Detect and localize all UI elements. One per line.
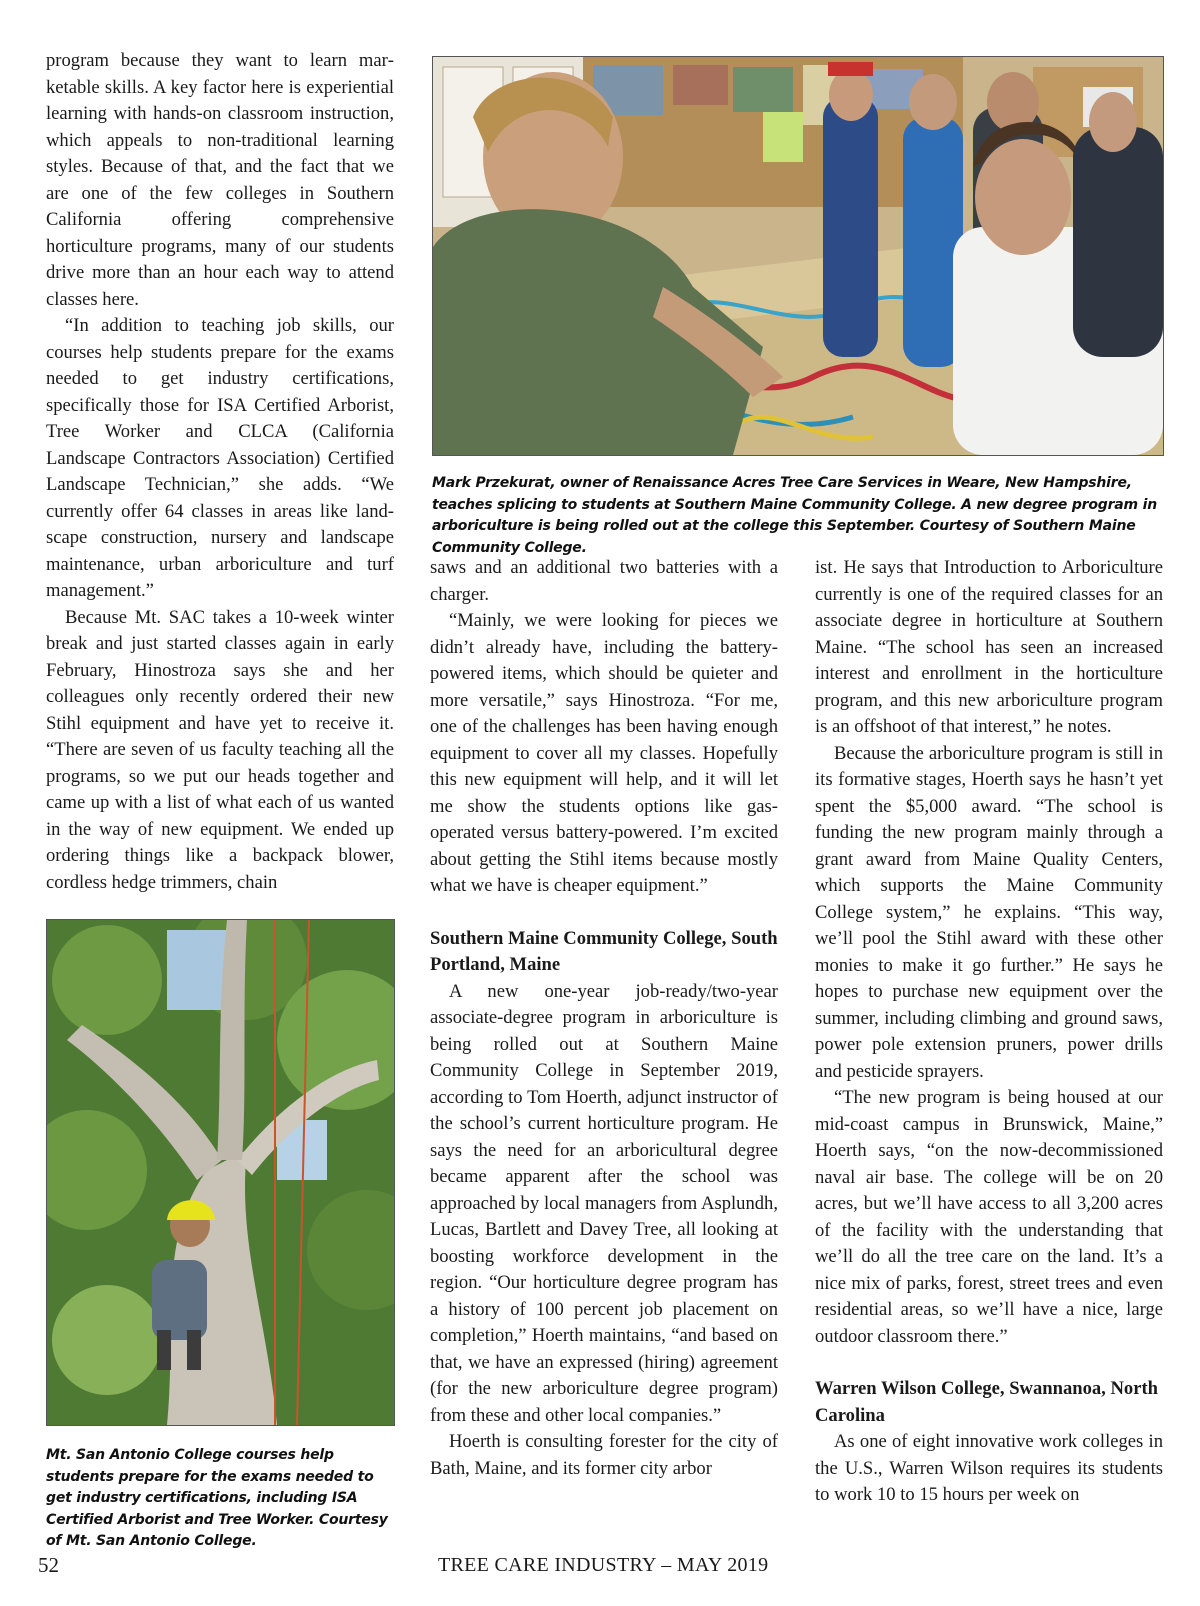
paragraph: “In addition to teaching job skills, our courses help students prepare for the exams needed to get industry certifications, specifically those for ISA Certified Arborist, Tree Worker and CLCA (California Landscape Contractors Association) Certified Landscape Technician,” she adds. “We currently offer 64 classes in areas like landscape construction, nursery and landscape maintenance, urban arboriculture and turf management.” <box>46 315 394 601</box>
right-text-column <box>815 555 1163 1509</box>
left-text-column <box>46 48 394 896</box>
bottom-photo-caption: Mt. San Antonio College courses help students prepare for the exams needed to get industry certifications, including ISA Certified Arborist and Tree Worker. Courtesy of Mt. San Antonio College. <box>46 1447 388 1549</box>
paragraph: Because the arboriculture program is still in its formative stages, Hoerth says he hasn’t yet spent the $5,000 award. “The school is funding the new program mainly through a grant award from Maine Quality Centers, which supports the Maine Community College system,” he explains. “This way, we’ll pool the Stihl award with these other monies to make it go further.” He says he hopes to purchase new equipment over the summer, including climbing and ground saws, power pole extension pruners, power drills and pesticide sprayers. <box>815 742 1163 1082</box>
page-number: 52 <box>38 1553 59 1577</box>
top-photo-caption: Mark Przekurat, owner of Renaissance Acres Tree Care Services in Weare, New Hampshire, teaches splicing to students at Southern Maine Community College. A new degree program in arboriculture is being rolled out at the college this September. Courtesy of Southern Maine Community College. <box>432 475 1157 556</box>
paragraph: Because Mt. SAC takes a 10-week winter break and just started classes again in early February, Hinostroza says she and her colleagues only recently ordered their new Stihl equipment and have yet to receive it. “There are seven of us faculty teaching all the programs, so we put our heads together and came up with a list of what each of us wanted in the way of new equipment. We ended up ordering things like a backpack blower, cordless hedge trimmers, chain <box>46 606 394 893</box>
middle-text-column <box>430 555 778 1482</box>
tree-climber-photo <box>46 919 395 1426</box>
paragraph: As one of eight innovative work colleges in the U.S., Warren Wilson requires its students to work 10 to 15 hours per week on <box>815 1431 1163 1505</box>
paragraph: “The new program is being housed at our mid-coast campus in Brunswick, Maine,” Hoerth says, “on the now-decommissioned naval air base. The college will be on 20 acres, but we’ll have access to all 3,200 acres of the facility with the understanding that we’ll do all the tree care on the land. It’s a nice mix of parks, forest, street trees and even residential areas, so we’ll have a nice, large outdoor classroom there.” <box>815 1087 1163 1347</box>
paragraph: “Mainly, we were looking for pieces we didn’t already have, including the battery-powered items, which should be quieter and more versatile,” says Hinostroza. “For me, one of the challenges has been having enough equipment to cover all my classes. Hopefully this new equipment will help, and it will let me show the students options like gas-operated versus battery-powered. I’m excited about getting the Stihl items because mostly what we have is cheaper equipment.” <box>430 610 778 896</box>
section-heading: Southern Maine Community College, South Portland, Maine <box>430 927 778 975</box>
section-heading: Warren Wilson College, Swannanoa, North Carolina <box>815 1378 1158 1426</box>
classroom-splicing-photo <box>432 56 1164 456</box>
publication-footer: TREE CARE INDUSTRY – MAY 2019 <box>438 1554 769 1576</box>
paragraph: program because they want to learn marketable skills. A key factor here is experiential learning with hands-on classroom instruction, which appeals to non-traditional learning styles. Because of that, and the fact that we are one of the few colleges in Southern California offering comprehensive horticulture programs, many of our students drive more than an hour each way to attend classes here. <box>46 50 394 310</box>
paragraph: saws and an additional two batteries with a charger. <box>430 557 778 605</box>
paragraph: ist. He says that Introduction to Arboriculture currently is one of the required classes for an associate degree in horticulture at Southern Maine. “The school has seen an increased interest and enrollment in the horticulture program, and this new arboriculture program is an offshoot of that interest,” he notes. <box>815 557 1163 737</box>
paragraph: Hoerth is consulting forester for the city of Bath, Maine, and its former city arbor <box>430 1431 778 1479</box>
paragraph: A new one-year job-ready/two-year associate-degree program in arboriculture is being rolled out at Southern Maine Community College in September 2019, according to Tom Hoerth, adjunct instructor of the school’s current horticulture program. He says the need for an arboricultural degree became apparent after the school was approached by local managers from Asplundh, Lucas, Bartlett and Davey Tree, all looking at boosting workforce development in the region. “Our horticulture degree program has a history of 100 percent job placement on completion,” Hoerth maintains, “and based on that, we have an expressed (hiring) agreement (for the new arboriculture degree program) from these and other local companies.” <box>430 980 778 1426</box>
